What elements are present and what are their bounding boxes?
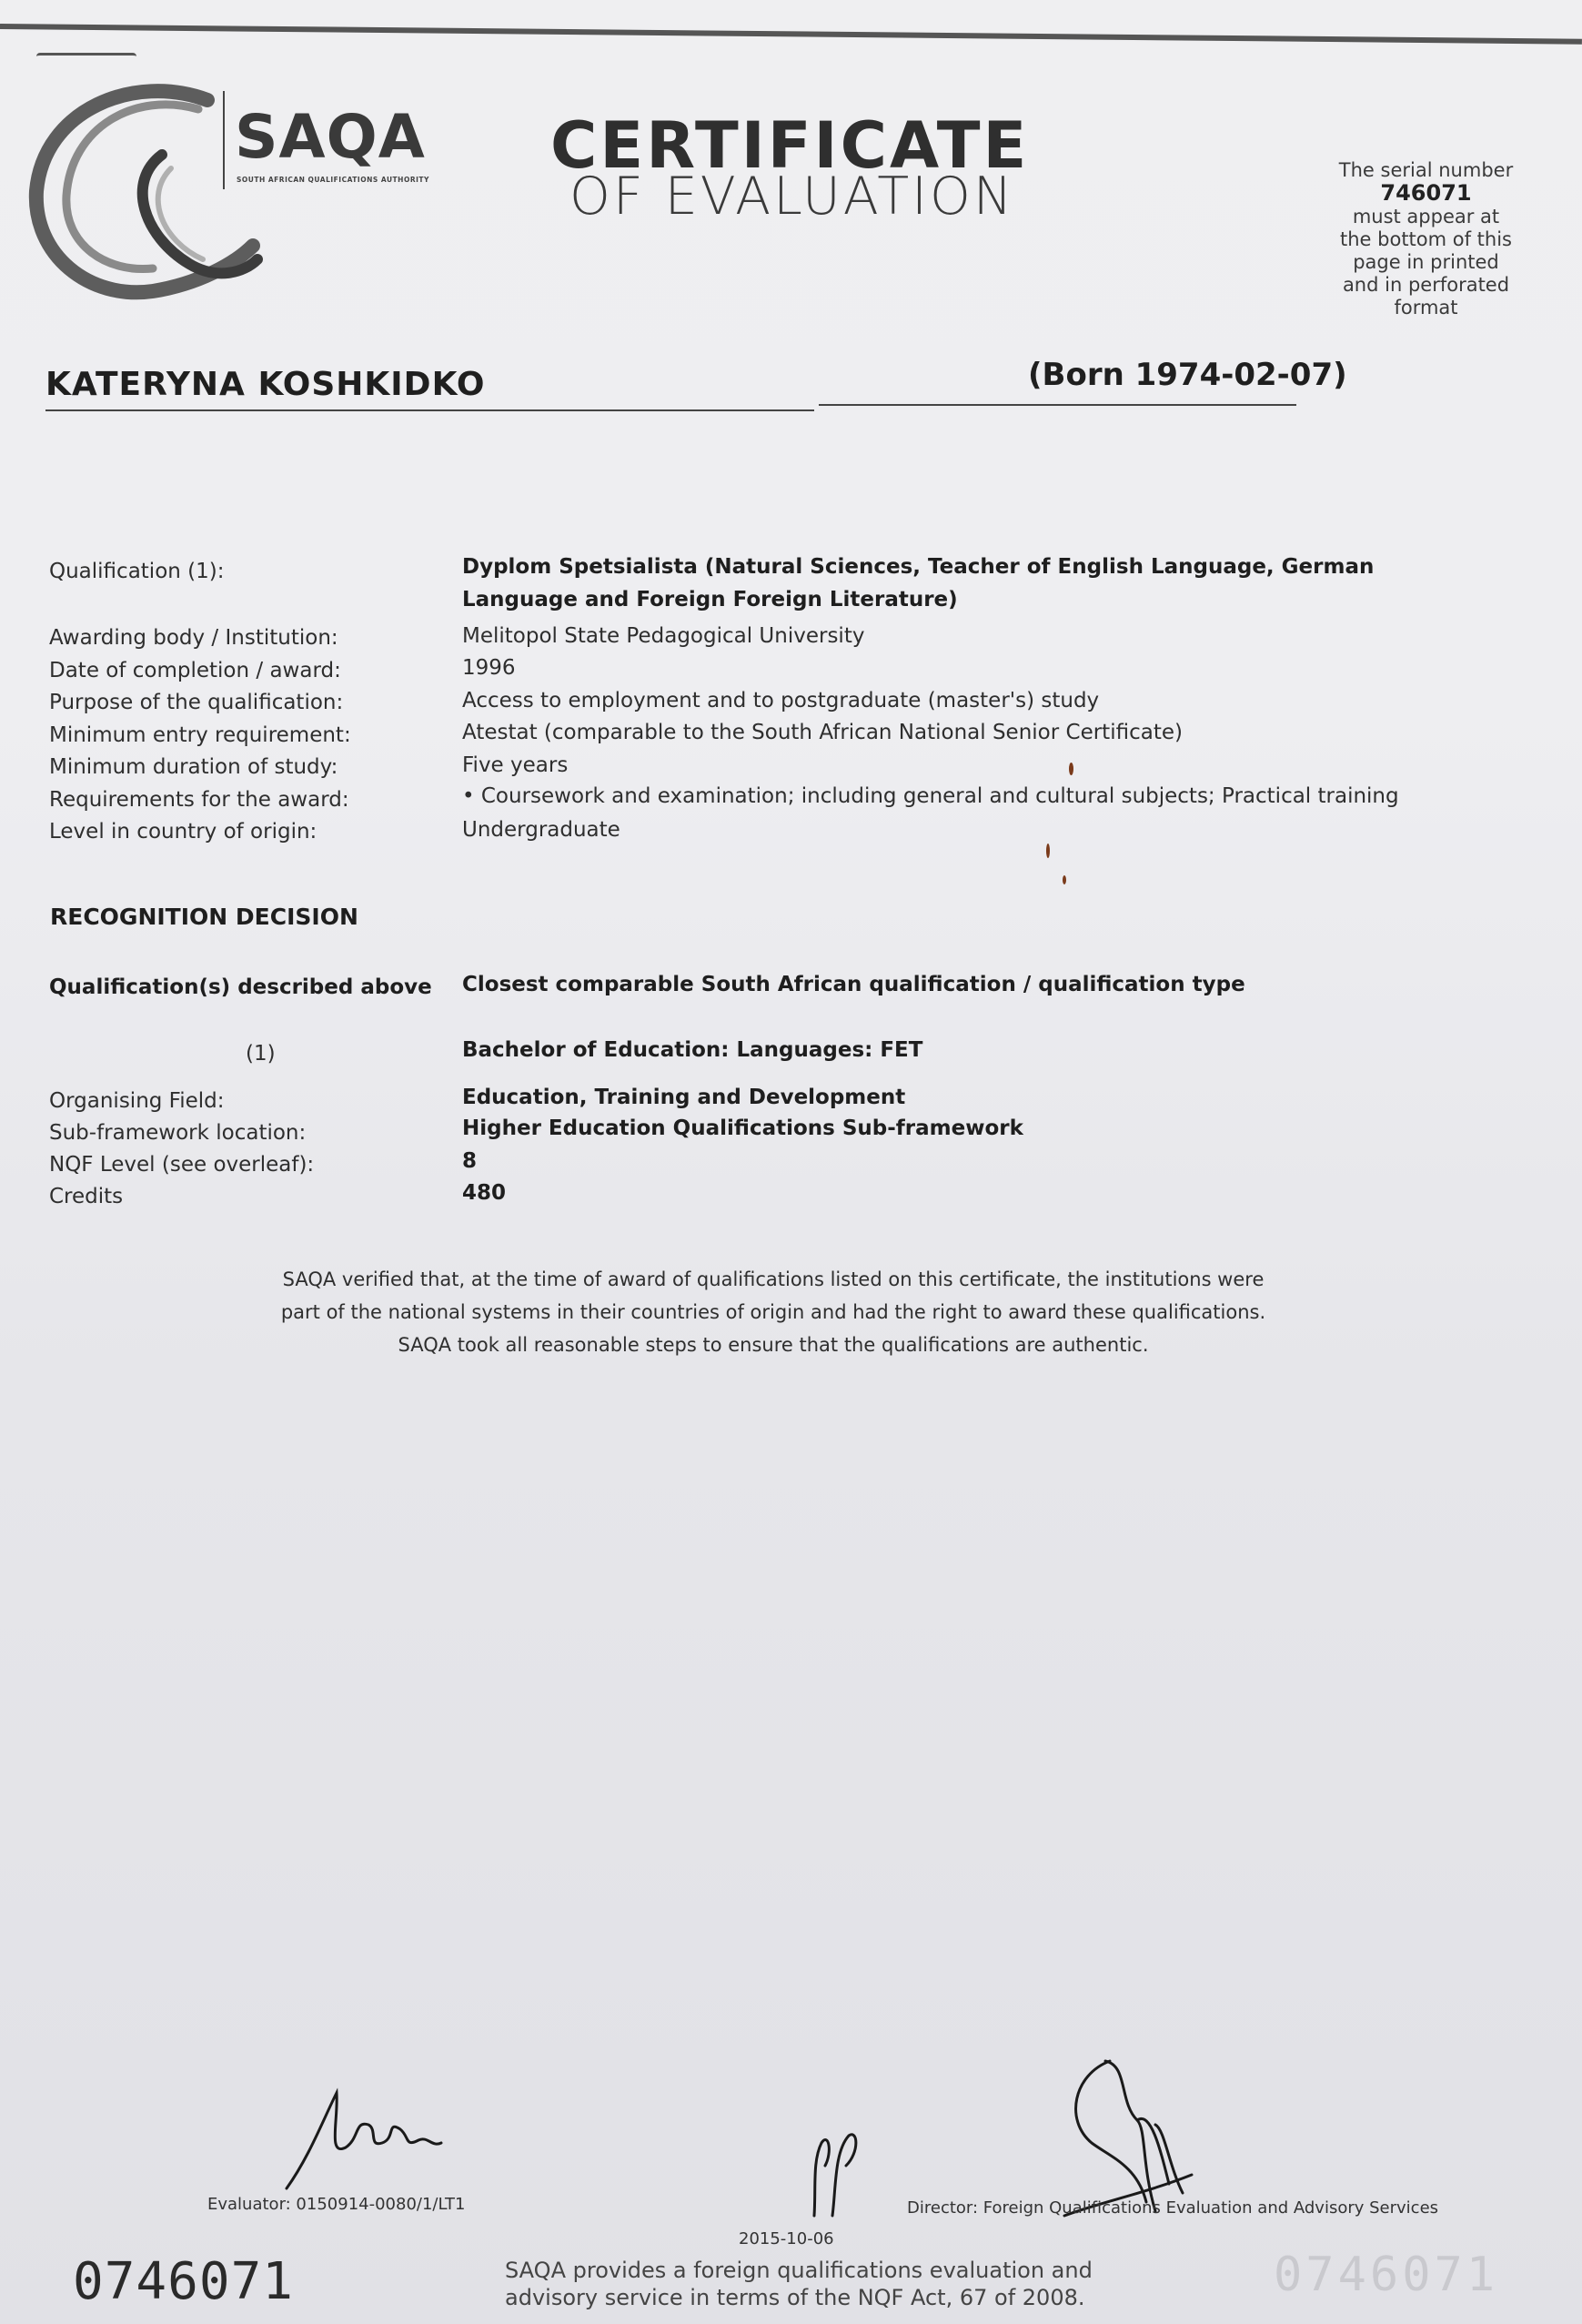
purpose-label: Purpose of the qualification: — [49, 691, 344, 714]
holder-name: KATERYNA KOSHKIDKO — [45, 366, 486, 403]
paper-tag-mark — [36, 53, 136, 63]
recognition-heading: RECOGNITION DECISION — [50, 904, 358, 930]
logo-name: SAQA — [235, 102, 426, 172]
level-origin-label: Level in country of origin: — [49, 820, 317, 844]
purpose-value: Access to employment and to postgraduate (master's) study — [462, 689, 1100, 712]
printed-serial-number: 0746071 — [73, 2252, 295, 2311]
qualification-value: Dyplom Spetsialista (Natural Sciences, Teacher of English Language, German Language and Foreign Foreign Literature) — [462, 555, 1375, 611]
nqf-level-value: 8 — [462, 1149, 478, 1173]
serial-note-after: must appear at the bottom of this page in printed and in perforated format — [1340, 206, 1512, 318]
stain-mark — [1063, 875, 1066, 884]
born-underline — [819, 404, 1296, 406]
top-border — [0, 24, 1582, 45]
credits-value: 480 — [462, 1181, 507, 1205]
entry-requirement-value: Atestat (comparable to the South African National Senior Certificate) — [462, 721, 1183, 744]
serial-note-before: The serial number — [1338, 159, 1514, 181]
awarding-body-label: Awarding body / Institution: — [49, 626, 338, 650]
perforated-serial-number: 0746071 — [1274, 2248, 1499, 2302]
entry-requirement-label: Minimum entry requirement: — [49, 723, 351, 747]
director-title: Director: Foreign Qualifications Evaluation and Advisory Services — [907, 2198, 1439, 2218]
certificate-subtitle: OF EVALUATION — [569, 167, 1015, 227]
nqf-act-note — [505, 2257, 1093, 2311]
logo-subtitle: SOUTH AFRICAN QUALIFICATIONS AUTHORITY — [237, 176, 429, 184]
credits-label: Credits — [49, 1185, 124, 1208]
nqf-act-line-2: advisory service in terms of the NQF Act, 67 of 2008. — [505, 2285, 1085, 2310]
organising-field-value: Education, Training and Development — [462, 1086, 906, 1109]
evaluator-signature-icon — [282, 2084, 464, 2193]
serial-number: 746071 — [1380, 180, 1472, 206]
duration-value: Five years — [462, 753, 569, 777]
evaluator-reference: Evaluator: 0150914-0080/1/LT1 — [207, 2195, 466, 2214]
verification-statement — [227, 1263, 1319, 1361]
recognition-item-number: (1) — [246, 1042, 276, 1066]
verification-line-1: SAQA verified that, at the time of award of qualifications listed on this certificate, the institutions were — [282, 1268, 1265, 1290]
described-column-label: Qualification(s) described above — [49, 975, 432, 999]
serial-note — [1337, 159, 1515, 319]
name-underline — [45, 409, 814, 411]
sub-framework-label: Sub-framework location: — [49, 1121, 307, 1145]
recognition-item-value: Bachelor of Education: Languages: FET — [462, 1038, 923, 1062]
duration-label: Minimum duration of study: — [49, 755, 338, 779]
director-signature-icon — [1055, 2056, 1210, 2220]
awarding-body-value: Melitopol State Pedagogical University — [462, 624, 865, 648]
requirements-value: • Coursework and examination; including general and cultural subjects; Practical training — [462, 784, 1399, 808]
nqf-act-line-1: SAQA provides a foreign qualifications evaluation and — [505, 2258, 1093, 2283]
holder-birthdate: (Born 1974-02-07) — [1028, 357, 1347, 393]
organising-field-label: Organising Field: — [49, 1089, 225, 1113]
logo-divider — [223, 91, 225, 189]
requirements-label: Requirements for the award: — [49, 788, 349, 812]
completion-date-label: Date of completion / award: — [49, 659, 341, 682]
comparable-column-label: Closest comparable South African qualification / qualification type — [462, 973, 1245, 996]
certificate-title: CERTIFICATE — [550, 108, 1030, 183]
verification-line-2: part of the national systems in their countries of origin and had the right to award these qualifications. — [280, 1301, 1266, 1323]
level-origin-value: Undergraduate — [462, 818, 620, 842]
stain-mark — [1046, 844, 1050, 858]
completion-date-value: 1996 — [462, 656, 516, 680]
signature-date: 2015-10-06 — [739, 2229, 834, 2248]
sub-framework-value: Higher Education Qualifications Sub-framework — [462, 1117, 1023, 1140]
verification-line-3: SAQA took all reasonable steps to ensure that the qualifications are authentic. — [398, 1334, 1149, 1356]
initials-signature-icon — [805, 2125, 878, 2225]
stain-mark — [1069, 763, 1073, 775]
nqf-level-label: NQF Level (see overleaf): — [49, 1153, 315, 1177]
qualification-label: Qualification (1): — [49, 560, 225, 583]
